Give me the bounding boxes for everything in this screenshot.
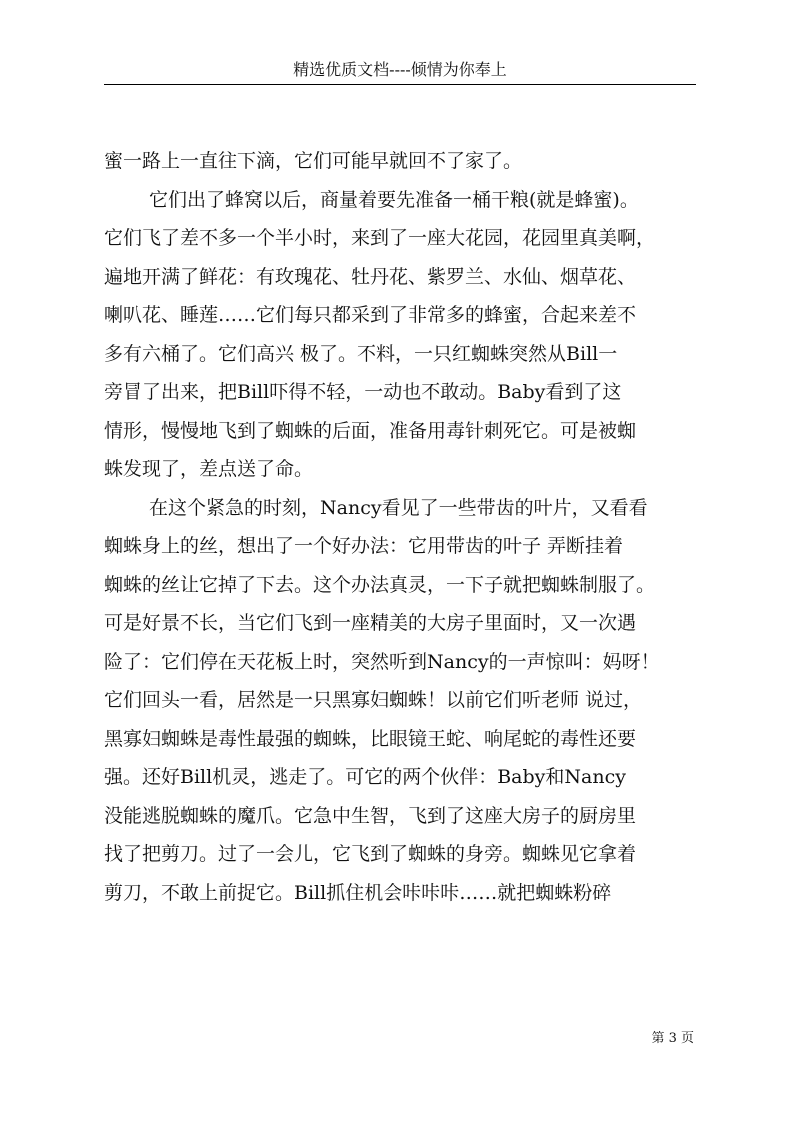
text-line: 情形，慢慢地飞到了蜘蛛的后面，准备用毒针刺死它。可是被蜘 bbox=[104, 419, 637, 442]
text-line: 强。还好Bill机灵，逃走了。可它的两个伙伴：Baby和Nancy bbox=[104, 766, 626, 788]
text-line: 险了：它们停在天花板上时，突然听到Nancy的一声惊叫：妈呀！ bbox=[104, 650, 660, 673]
text-line: 蛛发现了，差点送了命。 bbox=[104, 458, 314, 480]
text-line: 旁冒了出来，把Bill吓得不轻，一动也不敢动。Baby看到了这 bbox=[104, 381, 622, 403]
text-line: 黑寡妇蜘蛛是毒性最强的蜘蛛，比眼镜王蛇、响尾蛇的毒性还要 bbox=[104, 727, 637, 750]
text-line: 在这个紧急的时刻，Nancy看见了一些带齿的叶片，又看看 bbox=[149, 496, 648, 519]
text-line: 蜘蛛身上的丝，想出了一个好办法：它用带齿的叶子 弄断挂着 bbox=[104, 535, 624, 557]
page-number-label: 第 3 页 bbox=[651, 1031, 694, 1046]
text-line: 多有六桶了。它们高兴 极了。不料，一只红蜘蛛突然从Bill一 bbox=[104, 342, 618, 365]
text-line: 它们回头一看，居然是一只黑寡妇蜘蛛！以前它们听老师 说过， bbox=[104, 689, 643, 711]
text-line: 蜜一路上一直往下滴，它们可能早就回不了家了。 bbox=[104, 150, 523, 172]
text-line: 喇叭花、睡莲……它们每只都采到了非常多的蜂蜜，合起来差不 bbox=[104, 304, 637, 326]
document-body bbox=[104, 142, 704, 912]
page-number bbox=[651, 1031, 694, 1047]
text-line: 可是好景不长，当它们飞到一座精美的大房子里面时，又一次遇 bbox=[104, 612, 637, 634]
text-line: 找了把剪刀。过了一会儿，它飞到了蜘蛛的身旁。蜘蛛见它拿着 bbox=[104, 843, 637, 865]
text-line: 没能逃脱蜘蛛的魔爪。它急中生智，飞到了这座大房子的厨房里 bbox=[104, 804, 637, 827]
text-line: 遍地开满了鲜花：有玫瑰花、牡丹花、紫罗兰、水仙、烟草花、 bbox=[104, 265, 637, 288]
header-title: 精选优质文档----倾情为你奉上 bbox=[293, 60, 507, 79]
text-line: 蜘蛛的丝让它掉了下去。这个办法真灵，一下子就把蜘蛛制服了。 bbox=[104, 573, 656, 596]
page-header bbox=[104, 58, 696, 85]
text-line: 剪刀，不敢上前捉它。Bill抓住机会咔咔咔……就把蜘蛛粉碎 bbox=[104, 881, 612, 904]
text-line: 它们出了蜂窝以后，商量着要先准备一桶干粮(就是蜂蜜)。 bbox=[149, 188, 639, 211]
text-line: 它们飞了差不多一个半小时，来到了一座大花园，花园里真美啊， bbox=[104, 227, 656, 249]
